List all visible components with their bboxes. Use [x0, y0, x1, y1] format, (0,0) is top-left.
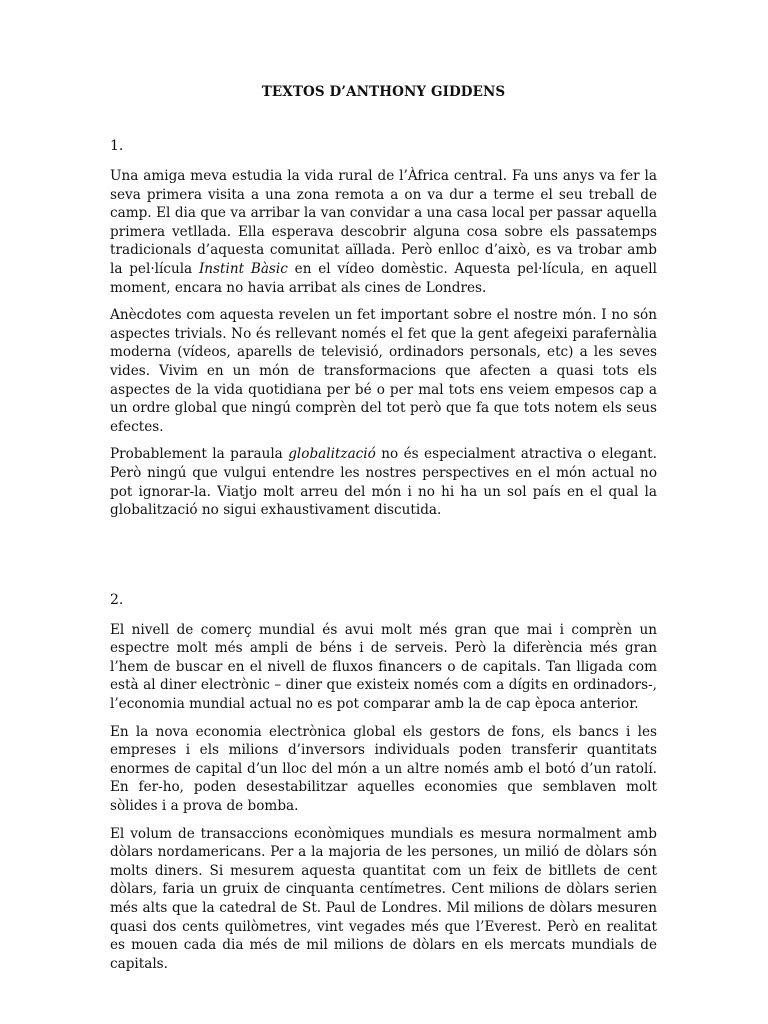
paragraph: Anècdotes com aquesta revelen un fet important sobre el nostre món. I no són aspectes trivials. No és rellevant només el fet que la gent afegeixi parafernàlia moderna (vídeos, aparells de televisió, ordinadors personals, etc) a les seves vides. Vivim en un món de transformacions que afecten a quasi tots els aspectes de la vida quotidiana per bé o per mal tots ens veiem empesos cap a un ordre global que ningú comprèn del tot però que fa que tots notem els seus efectes. [110, 307, 657, 435]
paragraph: Probablement la paraula globalització no és especialment atractiva o elegant. Però ningú que vulgui entendre les nostres perspectives en el món actual no pot ignorar-la. Viatjo molt arreu del món i no hi ha un sol país en el qual la globalització no sigui exhaustivament discutida. [110, 446, 657, 519]
paragraph: Una amiga meva estudia la vida rural de l’Àfrica central. Fa uns anys va fer la seva primera visita a una zona remota a on va dur a terme el seu treball de camp. El dia que va arribar la van convidar a una casa local per passar aquella primera vetllada. Ella esperava descobrir alguna cosa sobre els passatemps tradicionals d’aquesta comunitat aïllada. Però enlloc d’això, es va trobar amb la pel·lícula Instint Bàsic en el vídeo domèstic. Aquesta pel·lícula, en aquell moment, encara no havia arribat als cines de Londres. [110, 168, 657, 296]
paragraph: En la nova economia electrònica global els gestors de fons, els bancs i les empreses i els milions d’inversors individuals poden transferir quantitats enormes de capital d’un lloc del món a un altre només amb el botó d’un ratolí. En fer-ho, poden desestabilitzar aquelles economies que semblaven molt sòlides i a prova de bomba. [110, 723, 657, 815]
film-title: Instint Bàsic [198, 260, 288, 277]
paragraph: El volum de transaccions econòmiques mundials es mesura normalment amb dòlars nordamericans. Per a la majoria de les persones, un milió de dòlars són molts diners. Si mesurem aquesta quantitat com un feix de bitllets de cent dòlars, faria un gruix de cinquanta centímetres. Cent milions de dòlars serien més alts que la catedral de St. Paul de Londres. Mil milions de dòlars mesuren quasi dos cents quilòmetres, vint vegades més que l’Everest. Però en realitat es mouen cada dia més de mil milions de dòlars en els mercats mundials de capitals. [110, 825, 657, 972]
section-number: 1. [110, 138, 124, 154]
emphasized-term: globalització [288, 446, 376, 463]
document-title: TEXTOS D’ANTHONY GIDDENS [261, 84, 506, 100]
section-gap [110, 529, 657, 592]
section-number: 2. [110, 591, 124, 608]
document-page [110, 84, 657, 982]
paragraph: El nivell de comerç mundial és avui molt més gran que mai i comprèn un espectre molt més ampli de béns i de serveis. Però la diferència més gran l’hem de buscar en el nivell de fluxos financers o de capitals. Tan lligada com està al diner electrònic – diner que existeix només com a dígits en ordinadors-, l’economia mundial actual no es pot comparar amb la de cap època anterior. [110, 621, 657, 713]
